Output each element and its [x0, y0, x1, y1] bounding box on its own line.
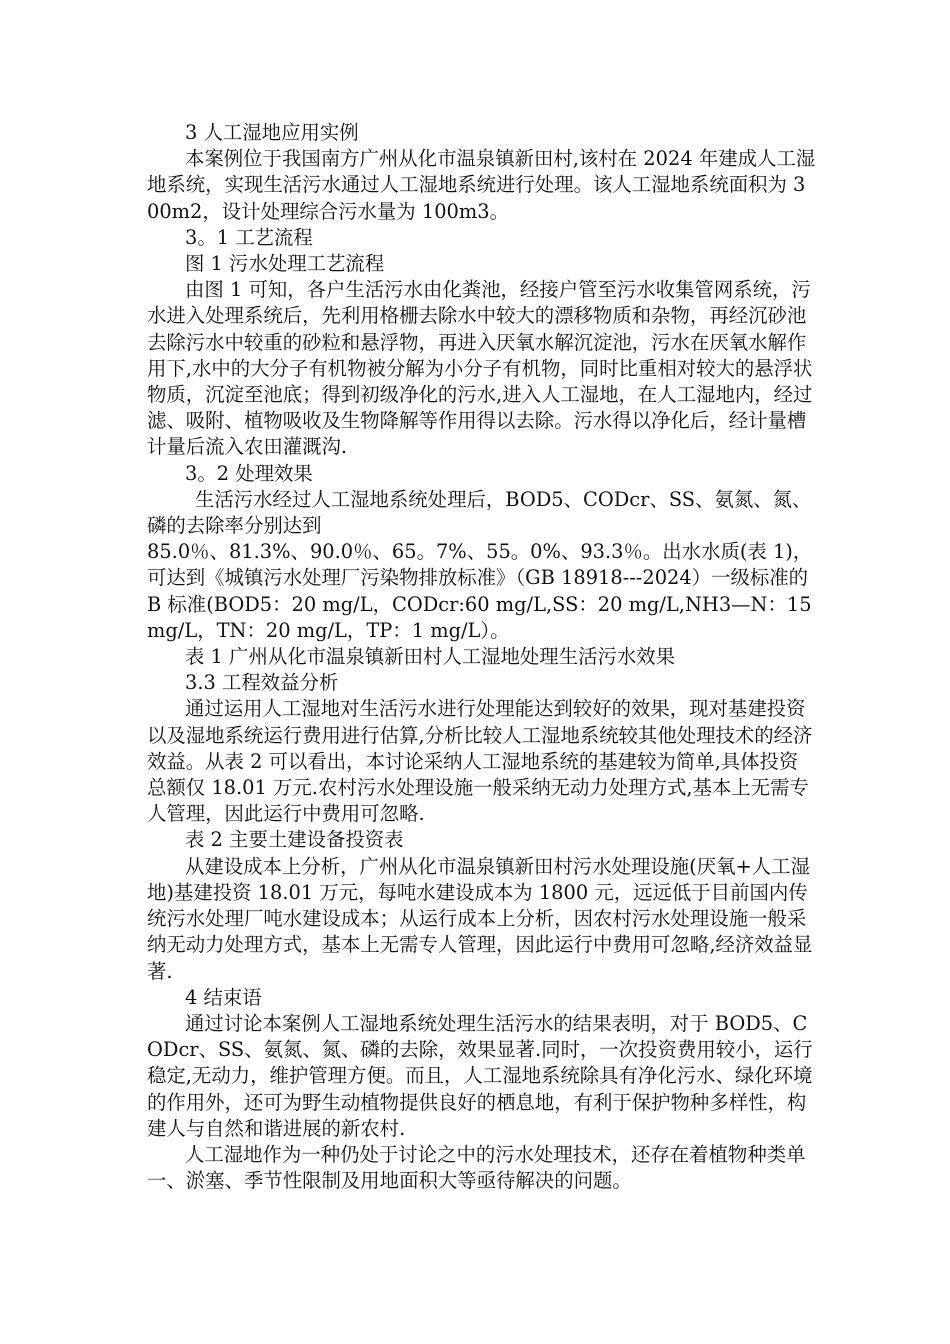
figure-caption: 图 1 污水处理工艺流程 [185, 252, 385, 276]
paragraph: 通过运用人工湿地对生活污水进行处理能达到较好的效果，现对基建投资以及湿地系统运行费用进行估算,分析比较人工湿地系统较其他处理技术的经济效益。从表 2 可以看出，本讨论采纳人工湿地系统的基建较为简单,具体投资总额仅 18.01 万元.农村污水处理设施一般采纳无动力处理方式,基本上无需专人管理，因此运行中费用可忽略. [147, 697, 813, 826]
section-heading: 3 人工湿地应用实例 [185, 121, 359, 144]
table-caption: 表 2 主要土建设备投资表 [185, 828, 404, 852]
paragraph: 生活污水经过人工湿地系统处理后，BOD5、CODcr、SS、氨氮、氮、磷的去除率分别达到 [147, 487, 812, 538]
subsection-heading: 3。2 处理效果 [185, 461, 313, 485]
subsection-heading: 3.3 工程效益分析 [185, 671, 339, 695]
paragraph: 85.0％、81.3%、90.0％、65。7%、55。0%、93.3％。出水水质(表 1)，可达到《城镇污水处理厂污染物排放标准》（GB 18918---2024）一级标准的 B 标准(BOD5：20 mg/L，CODcr:60 mg/L,SS：20 mg/L,NH3—N：15 mg/L，TN：20 mg/L，TP：1 mg/L）。 [147, 540, 818, 642]
section-heading: 4 结束语 [185, 985, 262, 1009]
document-page [147, 120, 817, 1194]
paragraph: 通过讨论本案例人工湿地系统处理生活污水的结果表明，对于 BOD5、CODcr、SS、氨氮、氮、磷的去除，效果显著.同时，一次投资费用较小，运行稳定,无动力，维护管理方便。而且，人工湿地系统除具有净化污水、绿化环境的作用外，还可为野生动植物提供良好的栖息地，有利于保护物种多样性，构建人与自然和谐进展的新农村. [147, 1011, 813, 1140]
subsection-heading: 3。1 工艺流程 [185, 225, 313, 249]
paragraph: 人工湿地作为一种仍处于讨论之中的污水处理技术，还存在着植物种类单一、淤塞、季节性限制及用地面积大等亟待解决的问题。 [147, 1142, 806, 1193]
paragraph: 本案例位于我国南方广州从化市温泉镇新田村,该村在 2024 年建成人工湿地系统，实现生活污水通过人工湿地系统进行处理。该人工湿地系统面积为 300m2，设计处理综合污水量为 100m3。 [147, 147, 816, 223]
table-caption: 表 1 广州从化市温泉镇新田村人工湿地处理生活污水效果 [185, 645, 676, 669]
paragraph: 从建设成本上分析，广州从化市温泉镇新田村污水处理设施(厌氧+人工湿地)基建投资 18.01 万元，每吨水建设成本为 1800 元，远远低于目前国内传统污水处理厂吨水建设成本；从运行成本上分析，因农村污水处理设施一般采纳无动力处理方式，基本上无需专人管理，因此运行中费用可忽略,经济效益显著. [147, 854, 813, 983]
paragraph: 由图 1 可知，各户生活污水由化粪池，经接户管至污水收集管网系统，污水进入处理系统后，先利用格栅去除水中较大的漂移物质和杂物，再经沉砂池去除污水中较重的砂粒和悬浮物，再进入厌氧水解沉淀池，污水在厌氧水解作用下,水中的大分子有机物被分解为小分子有机物，同时比重相对较大的悬浮状物质，沉淀至池底；得到初级净化的污水,进入人工湿地，在人工湿地内，经过滤、吸附、植物吸收及生物降解等作用得以去除。污水得以净化后，经计量槽计量后流入农田灌溉沟. [147, 278, 813, 459]
